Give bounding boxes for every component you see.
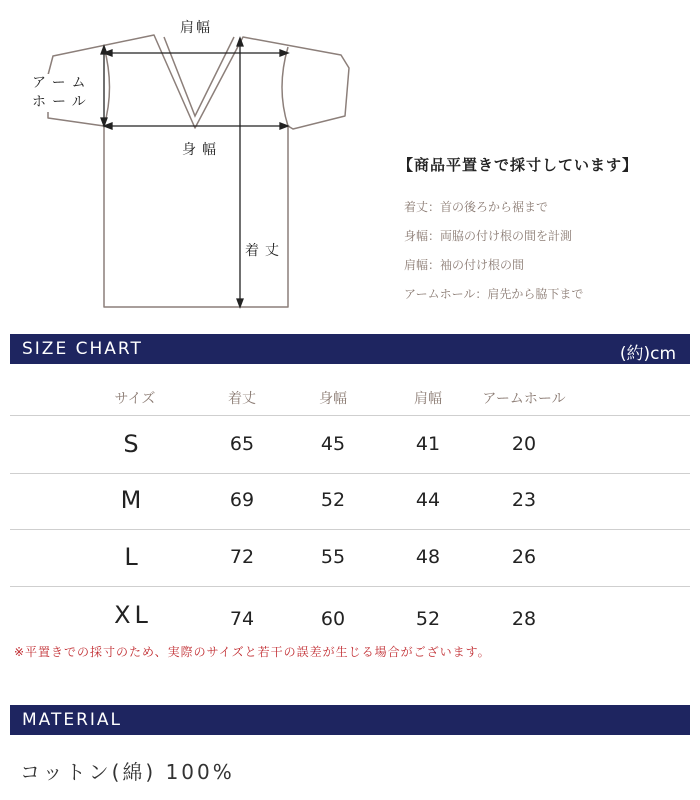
note-body-width: 身幅：両脇の付け根の間を計測: [404, 229, 573, 243]
length-cell: 72: [229, 546, 255, 568]
body-width-cell: 55: [320, 546, 346, 568]
note-length: 着丈：首の後ろから裾まで: [404, 200, 549, 214]
material-header: [10, 705, 690, 735]
column-header-armhole: アームホール: [482, 391, 566, 407]
material-title: MATERIAL: [22, 710, 123, 730]
size-cell: M: [120, 486, 146, 514]
table-row: [10, 586, 690, 643]
table-row: [10, 415, 690, 474]
body-width-cell: 52: [320, 489, 346, 511]
length-cell: 74: [229, 608, 255, 630]
armhole-cell: 26: [511, 546, 537, 568]
table-row: [10, 472, 690, 530]
material-value: コットン(綿) 100%: [20, 760, 235, 784]
label-armhole: アーム ホール: [32, 75, 92, 110]
shoulder-width-cell: 52: [415, 608, 441, 630]
size-chart-unit: (約)cm: [619, 344, 676, 364]
size-cell: S: [123, 430, 143, 458]
body-width-cell: 45: [320, 433, 346, 455]
column-header-body-width: 身幅: [319, 391, 347, 407]
note-shoulder-width: 肩幅：袖の付け根の間: [404, 258, 525, 272]
shoulder-width-cell: 41: [415, 433, 441, 455]
column-header-size: サイズ: [114, 391, 156, 407]
length-cell: 65: [229, 433, 255, 455]
column-header-length: 着丈: [228, 391, 256, 407]
label-length: 着丈: [245, 240, 285, 260]
label-body-width: 身幅: [182, 139, 222, 159]
column-header-shoulder-width: 肩幅: [414, 391, 442, 407]
size-cell: L: [124, 543, 142, 571]
table-row: [10, 529, 690, 587]
label-shoulder-width: 肩幅: [180, 17, 212, 37]
armhole-cell: 23: [511, 489, 537, 511]
size-chart-title: SIZE CHART: [22, 339, 143, 359]
note-armhole: アームホール：肩先から脇下まで: [404, 287, 584, 301]
length-cell: 69: [229, 489, 255, 511]
armhole-cell: 20: [511, 433, 537, 455]
shoulder-width-cell: 44: [415, 489, 441, 511]
armhole-cell: 28: [511, 608, 537, 630]
size-chart-header: [10, 334, 690, 364]
measurement-disclaimer: ※平置きでの採寸のため、実際のサイズと若干の誤差が生じる場合がございます。: [14, 645, 491, 659]
body-width-cell: 60: [320, 608, 346, 630]
measurement-notes-title: 【商品平置きで採寸しています】: [398, 156, 639, 174]
size-cell: XL: [114, 601, 152, 629]
shoulder-width-cell: 48: [415, 546, 441, 568]
